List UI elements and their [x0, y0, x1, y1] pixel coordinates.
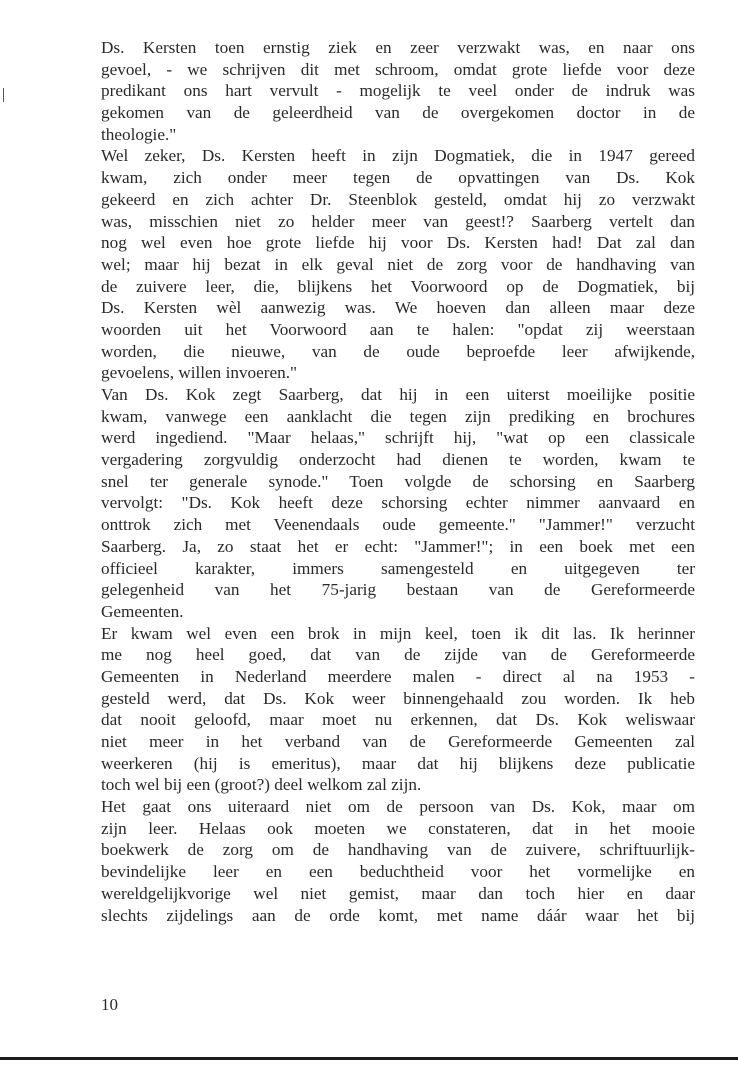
page-number: 10	[101, 995, 118, 1014]
text-line: worden, die nieuwe, van de oude beproefde leer afwijkende,	[101, 341, 695, 361]
text-line: theologie."	[101, 124, 177, 144]
text-line: gekeerd en zich achter Dr. Steenblok gesteld, omdat hij zo verzwakt	[101, 189, 695, 209]
text-line: niet meer in het verband van de Gereformeerde Gemeenten zal	[101, 732, 695, 751]
text-line: Ds. Kersten wèl aanwezig was. We hoeven dan alleen maar deze	[101, 298, 695, 318]
text-line: Gemeenten.	[101, 601, 184, 621]
text-line: kwam, zich onder meer tegen de opvattingen van Ds. Kok	[101, 168, 695, 188]
text-line: gesteld werd, dat Ds. Kok weer binnengehaald zou worden. Ik heb	[101, 688, 695, 708]
text-line: Van Ds. Kok zegt Saarberg, dat hij in een uiterst moeilijke positie	[101, 385, 695, 404]
text-line: slechts zijdelings aan de orde komt, met name dáár waar het bij	[101, 905, 695, 925]
text-line: bevindelijke leer en een beduchtheid voor het vormelijke en	[101, 862, 695, 882]
text-line: de zuivere leer, die, blijkens het Voorwoord op de Dogmatiek, bij	[101, 276, 695, 296]
text-line: me nog heel goed, dat van de zijde van de Gereformeerde	[101, 645, 695, 665]
text-line: gevoelens, willen invoeren."	[101, 363, 298, 383]
text-line: gekomen van de geleerdheid van de overgekomen doctor in de	[101, 103, 695, 123]
text-line: Saarberg. Ja, zo staat het er echt: "Jammer!"; in een boek met een	[101, 536, 695, 556]
text-line: wel; maar hij bezat in elk geval niet de zorg voor de handhaving van	[101, 254, 695, 274]
text-line: Het gaat ons uiteraard niet om de persoon van Ds. Kok, maar om	[101, 797, 695, 817]
text-line: Ds. Kersten toen ernstig ziek en zeer verzwakt was, en naar ons	[101, 38, 695, 57]
body-text	[101, 37, 695, 926]
text-line: boekwerk de zorg om de handhaving van de zuivere, schriftuurlijk-	[101, 840, 695, 860]
text-line: vergadering zorgvuldig onderzocht had dienen te worden, kwam te	[101, 450, 695, 470]
margin-mark	[3, 88, 4, 102]
text-line: toch wel bij een (groot?) deel welkom zal zijn.	[101, 775, 422, 795]
text-line: kwam, vanwege een aanklacht die tegen zijn prediking en brochures	[101, 406, 695, 426]
text-line: gelegenheid van het 75-jarig bestaan van de Gereformeerde	[101, 580, 695, 600]
text-line: predikant ons hart vervult - mogelijk te veel onder de indruk was	[101, 81, 695, 101]
text-line: dat nooit geloofd, maar moet nu erkennen, dat Ds. Kok weliswaar	[101, 710, 695, 730]
text-line: Er kwam wel even een brok in mijn keel, toen ik dit las. Ik herinner	[101, 623, 695, 643]
text-line: zijn leer. Helaas ook moeten we constateren, dat in het mooie	[101, 818, 695, 838]
text-line: nog wel even hoe grote liefde hij voor Ds. Kersten had! Dat zal dan	[101, 233, 695, 253]
text-line: was, misschien niet zo helder meer van geest!? Saarberg vertelt dan	[101, 211, 695, 231]
text-line: Wel zeker, Ds. Kersten heeft in zijn Dogmatiek, die in 1947 gereed	[101, 146, 695, 166]
text-line: Gemeenten in Nederland meerdere malen - direct al na 1953 -	[101, 666, 695, 686]
text-line: onttrok zich met Veenendaals oude gemeente." "Jammer!" verzucht	[101, 515, 695, 535]
text-line: woorden uit het Voorwoord aan te halen: "opdat zij weerstaan	[101, 319, 695, 339]
text-line: officieel karakter, immers samengesteld en uitgegeven ter	[101, 558, 695, 578]
bottom-rule	[0, 1057, 738, 1060]
text-line: gevoel, - we schrijven dit met schroom, omdat grote liefde voor deze	[101, 59, 695, 79]
text-line: wereldgelijkvorige wel niet gemist, maar dan toch hier en daar	[101, 883, 695, 903]
text-line: vervolgt: "Ds. Kok heeft deze schorsing echter nimmer aanvaard en	[101, 493, 695, 513]
text-line: werd ingediend. "Maar helaas," schrijft hij, "wat op een classicale	[101, 428, 695, 448]
text-line: snel ter generale synode." Toen volgde de schorsing en Saarberg	[101, 471, 695, 491]
text-line: weerkeren (hij is emeritus), maar dat hij blijkens deze publicatie	[101, 753, 695, 773]
